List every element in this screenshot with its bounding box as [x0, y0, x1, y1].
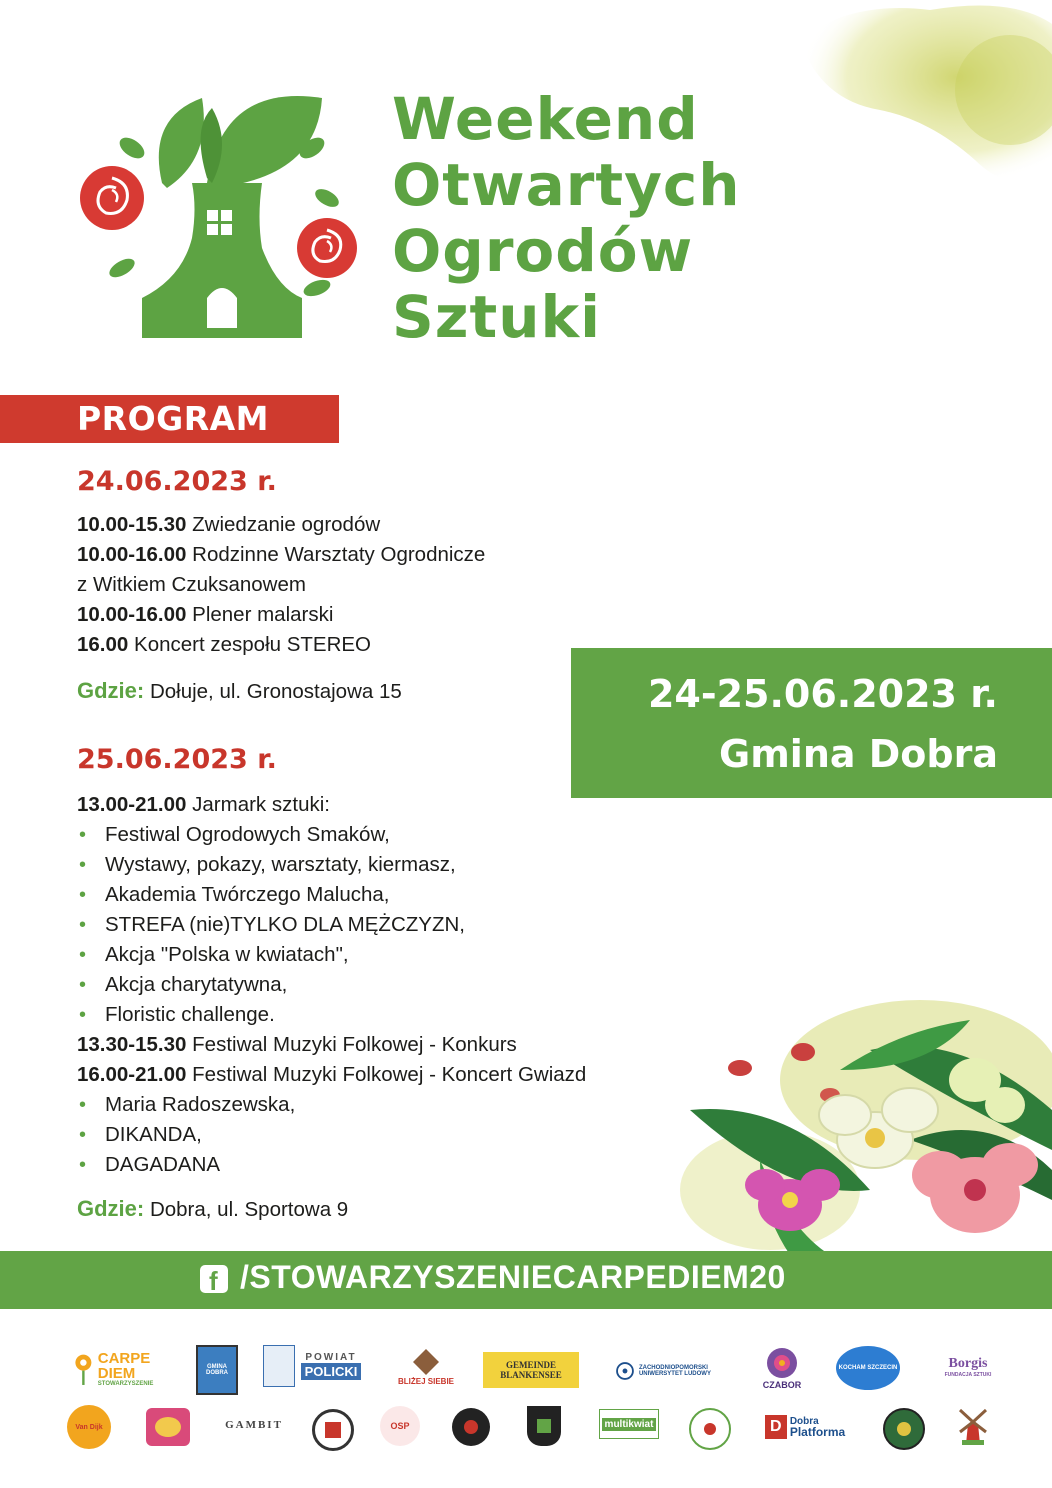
- facebook-bar[interactable]: [0, 1251, 1052, 1309]
- list-item: • Akademia Twórczego Malucha,: [77, 880, 586, 910]
- windmill-icon: [956, 1406, 990, 1446]
- event-dates: 24-25.06.2023 r.: [647, 672, 998, 716]
- swirl-icon: [765, 1346, 799, 1380]
- day2-location: [77, 1196, 348, 1222]
- facebook-icon[interactable]: f: [200, 1265, 228, 1293]
- partner-logo-osp: OSP: [380, 1406, 420, 1446]
- title-line-4: Sztuki: [392, 283, 601, 351]
- list-item: • STREFA (nie)TYLKO DLA MĘŻCZYZN,: [77, 910, 586, 940]
- sunflower-icon: [73, 1349, 94, 1389]
- where-label: Gdzie:: [77, 678, 145, 703]
- partner-logo-borgis: Borgis FUNDACJA SZTUKI: [944, 1356, 992, 1378]
- where-address: Dołuje, ul. Gronostajowa 15: [149, 680, 402, 703]
- list-item: • Festiwal Ogrodowych Smaków,: [77, 820, 586, 850]
- partner-logo-blizej-siebie: BLIŻEJ SIEBIE: [393, 1340, 459, 1392]
- partner-logo-wreath: [689, 1408, 731, 1450]
- facebook-handle[interactable]: /STOWARZYSZENIECARPEDIEM20: [240, 1259, 786, 1295]
- day2-schedule: [77, 790, 586, 1180]
- list-item: • Wystawy, pokazy, warsztaty, kiermasz,: [77, 850, 586, 880]
- list-item: • Maria Radoszewska,: [77, 1090, 586, 1120]
- event-title: [392, 86, 741, 350]
- orchid-illustration: [670, 990, 1052, 1255]
- program-label: PROGRAM: [77, 399, 270, 438]
- partner-logo-zachodniopomorski-uniwersytet-ludowy: ZACHODNIOPOMORSKI UNIWERSYTET LUDOWY: [614, 1352, 726, 1390]
- event-place: Gmina Dobra: [719, 732, 998, 776]
- where-address: Dobra, ul. Sportowa 9: [149, 1198, 349, 1221]
- date-box: [571, 648, 1052, 798]
- title-line-3: Ogrodów: [392, 217, 694, 285]
- partner-logo-kocham-szczecin: KOCHAM SZCZECIN: [836, 1346, 900, 1390]
- schedule-item: 10.00-16.00 Rodzinne Warsztaty Ogrodnicze: [77, 543, 486, 566]
- title-line-1: Weekend: [392, 85, 699, 153]
- partner-logo-seal: [883, 1408, 925, 1450]
- schedule-item: z Witkiem Czuksanowem: [77, 573, 306, 596]
- diamond-icon: [411, 1347, 441, 1377]
- watercolor-splash: [760, 0, 1052, 200]
- partner-logo-gmina-dobra: GMINA DOBRA: [196, 1345, 238, 1395]
- garden-house-logo: [72, 88, 372, 348]
- schedule-item: 16.00 Koncert zespołu STEREO: [77, 633, 372, 656]
- list-item: • Akcja charytatywna,: [77, 970, 586, 1000]
- list-item: • DIKANDA,: [77, 1120, 586, 1150]
- schedule-item: 13.00-21.00 Jarmark sztuki:: [77, 793, 330, 816]
- partner-logo-crest-2: [452, 1408, 490, 1446]
- day1-date: 24.06.2023 r.: [77, 466, 277, 497]
- partner-logo-carpe-diem: CARPE DIEM STOWARZYSZENIE: [73, 1345, 173, 1393]
- partner-logo-czabor: CZABOR: [757, 1342, 807, 1394]
- partner-logo-gambit: GAMBIT: [225, 1419, 283, 1431]
- title-line-2: Otwartych: [392, 151, 741, 219]
- partner-logo-gemeinde-blankensee: GEMEINDE BLANKENSEE: [483, 1352, 579, 1388]
- partner-logo-multikwiat: multikwiat: [599, 1409, 659, 1439]
- list-item: • Floristic challenge.: [77, 1000, 586, 1030]
- partner-logo-crest: [312, 1409, 354, 1451]
- partner-logo-powiat-policki: POWIAT POLICKI: [258, 1345, 366, 1387]
- partner-logo-shield: [527, 1406, 561, 1446]
- partner-logo-van-dijk: Van Dijk: [67, 1405, 111, 1449]
- schedule-item: 13.30-15.30 Festiwal Muzyki Folkowej - Konkurs: [77, 1033, 517, 1056]
- schedule-item: 10.00-15.30 Zwiedzanie ogrodów: [77, 513, 381, 536]
- partner-logo-windmill: [955, 1405, 991, 1447]
- partner-logo-dobra-platforma: D Dobra Platforma: [762, 1412, 848, 1442]
- day2-date: 25.06.2023 r.: [77, 744, 277, 775]
- day1-schedule: [77, 510, 485, 660]
- where-label: Gdzie:: [77, 1196, 145, 1221]
- day1-location: [77, 678, 402, 704]
- program-header: [0, 395, 339, 443]
- list-item: • Akcja "Polska w kwiatach",: [77, 940, 586, 970]
- list-item: • DAGADANA: [77, 1150, 586, 1180]
- partner-logo-art: [146, 1408, 190, 1446]
- schedule-item: 16.00-21.00 Festiwal Muzyki Folkowej - Koncert Gwiazd: [77, 1063, 587, 1086]
- schedule-item: 10.00-16.00 Plener malarski: [77, 603, 334, 626]
- ship-wheel-icon: [614, 1353, 636, 1389]
